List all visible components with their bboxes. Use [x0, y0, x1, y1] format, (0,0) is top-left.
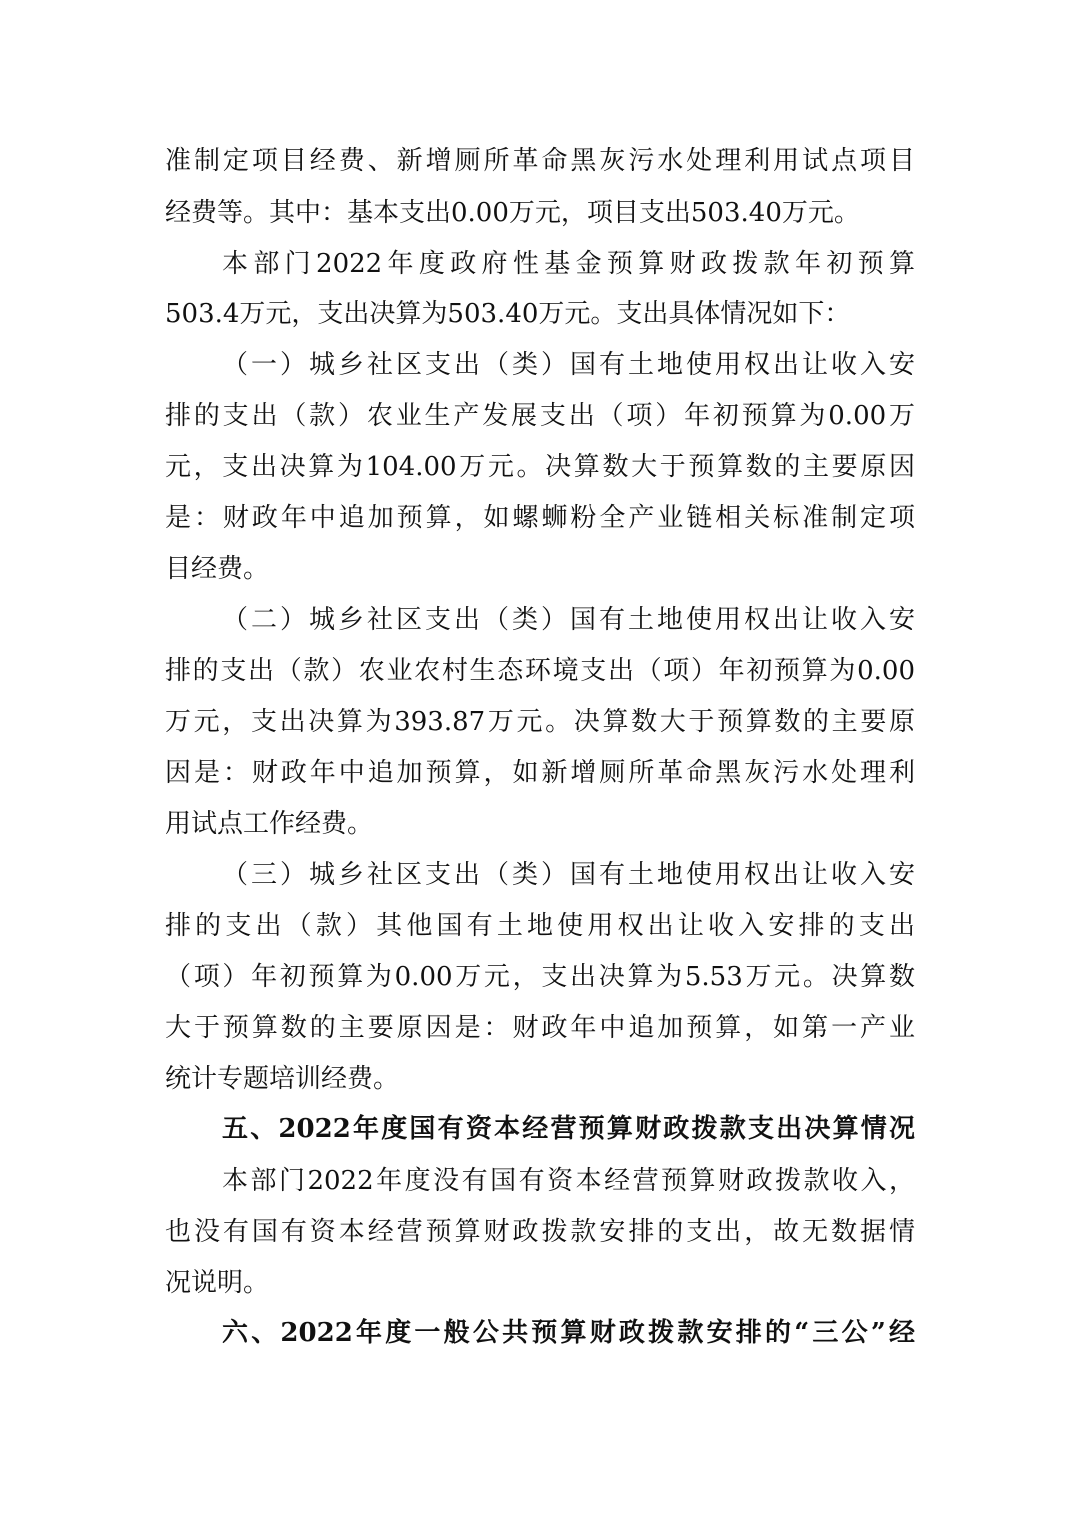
- body-line: 是：财政年中追加预算，如螺蛳粉全产业链相关标准制定项: [165, 503, 915, 533]
- body-line: 统计专题培训经费。: [165, 1064, 400, 1094]
- body-line: 排的支出（款）农业生产发展支出（项）年初预算为0.00万: [165, 401, 915, 431]
- paragraph-first-line: （三）城乡社区支出（类）国有土地使用权出让收入安: [222, 860, 915, 890]
- body-line: 大于预算数的主要原因是：财政年中追加预算，如第一产业: [165, 1013, 915, 1043]
- section-heading: 五、2022年度国有资本经营预算财政拨款支出决算情况: [222, 1114, 915, 1144]
- body-line: 万元，支出决算为393.87万元。决算数大于预算数的主要原: [165, 707, 915, 737]
- body-line: 排的支出（款）农业农村生态环境支出（项）年初预算为0.00: [165, 656, 915, 686]
- body-line: 用试点工作经费。: [165, 809, 374, 839]
- paragraph-first-line: （一）城乡社区支出（类）国有土地使用权出让收入安: [222, 350, 915, 380]
- paragraph-first-line: 本部门2022年度没有国有资本经营预算财政拨款收入，: [222, 1166, 915, 1196]
- section-heading: 六、2022年度一般公共预算财政拨款安排的“三公”经: [222, 1318, 915, 1348]
- paragraph-first-line: （二）城乡社区支出（类）国有土地使用权出让收入安: [222, 605, 915, 635]
- body-line: 因是：财政年中追加预算，如新增厕所革命黑灰污水处理利: [165, 758, 915, 788]
- body-line: 503.4万元，支出决算为503.40万元。支出具体情况如下：: [165, 299, 851, 329]
- body-line: 准制定项目经费、新增厕所革命黑灰污水处理利用试点项目: [165, 146, 915, 176]
- body-line: 经费等。其中：基本支出0.00万元，项目支出503.40万元。: [165, 198, 860, 228]
- body-line: 目经费。: [165, 554, 270, 584]
- body-line: 元，支出决算为104.00万元。决算数大于预算数的主要原因: [165, 452, 915, 482]
- body-line: 况说明。: [165, 1268, 270, 1298]
- body-line: 也没有国有资本经营预算财政拨款安排的支出，故无数据情: [165, 1217, 915, 1247]
- paragraph-first-line: 本部门2022年度政府性基金预算财政拨款年初预算: [222, 249, 915, 279]
- body-line: （项）年初预算为0.00万元，支出决算为5.53万元。决算数: [165, 962, 915, 992]
- body-line: 排的支出（款）其他国有土地使用权出让收入安排的支出: [165, 911, 915, 941]
